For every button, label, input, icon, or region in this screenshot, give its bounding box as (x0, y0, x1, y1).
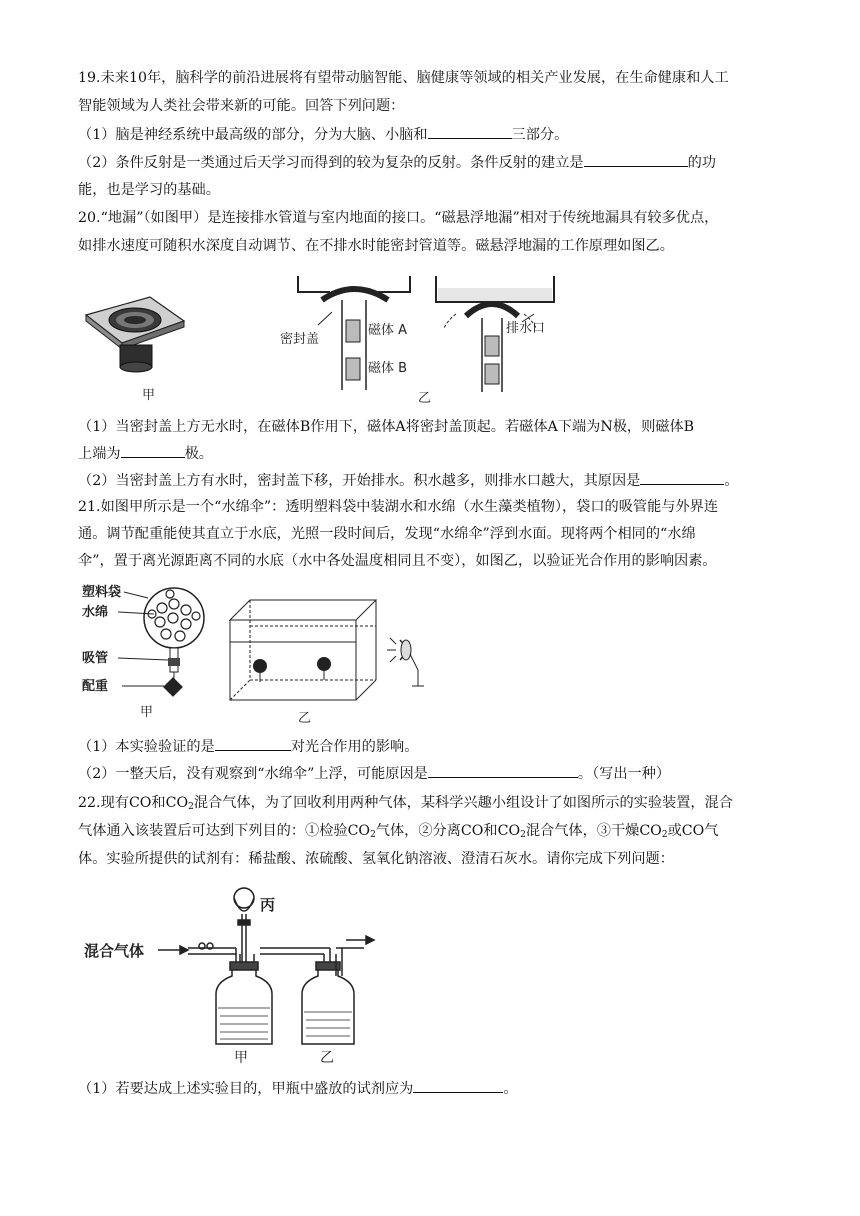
answer-blank[interactable] (640, 470, 724, 485)
subscript-2: 2 (661, 830, 668, 840)
label-bottle-jia: 甲 (234, 1050, 248, 1066)
q21-part2 (78, 763, 670, 784)
label-seal-cover: 密封盖 (280, 332, 320, 347)
q21-part1-text: （1）本实验验证的是 (78, 739, 215, 755)
answer-blank[interactable] (413, 1078, 503, 1093)
label-mixed-gas: 混合气体 (84, 942, 145, 960)
q22-stem-line1 (78, 793, 733, 817)
q22-part1 (78, 1078, 518, 1099)
q20-stem-line2: 如排水速度可随积水深度自动调节、在不排水时能密封管道等。磁悬浮地漏的工作原理如图乙。 (78, 238, 674, 254)
q22-stem-text: 或CO气 (667, 823, 719, 839)
q22-part1-text: （1）若要达成上述实验目的，甲瓶中盛放的试剂应为 (78, 1081, 414, 1097)
answer-blank[interactable] (121, 443, 185, 458)
subscript-2: 2 (188, 802, 194, 812)
label-counterweight: 配重 (82, 679, 109, 694)
q20-part1-line2 (78, 443, 213, 464)
q19-stem-line2: 智能领域为人类社会带来新的可能。回答下列问题： (78, 98, 405, 114)
gas-apparatus-diagram (84, 876, 394, 1066)
q22-stem-line3: 体。实验所提供的试剂有：稀盐酸、浓硫酸、氢氧化钠溶液、澄清石灰水。请你完成下列问题： (78, 851, 674, 867)
q21-stem-line1: 21.如图甲所示是一个“水绵伞”：透明塑料袋中装湖水和水绵（水生藻类植物），袋口的吸管能与外界连 (78, 499, 719, 515)
subscript-2: 2 (520, 830, 526, 840)
q20-part2 (78, 470, 739, 491)
label-drain-outlet: 排水口 (506, 321, 546, 336)
q21-stem-line3: 伞”，置于离光源距离不同的水底（水中各处温度相同且不变），如图乙，以验证光合作用的影响因素。 (78, 553, 717, 569)
label-bottle-yi: 乙 (320, 1050, 334, 1066)
q22-stem-text: 混合气体，③干燥CO (525, 823, 662, 839)
figure-label-yi: 乙 (298, 711, 312, 726)
q20-part1-text: 上端为 (78, 446, 121, 462)
q22-stem-text: 22.现有CO和CO (78, 795, 189, 811)
figure-label-yi: 乙 (418, 391, 432, 406)
q22-part1-tail: 。 (503, 1081, 518, 1097)
q20-part2-text: （2）当密封盖上方有水时，密封盖下移，开始排水。积水越多，则排水口越大，其原因是 (78, 473, 641, 489)
q20-part2-tail: 。 (724, 473, 739, 489)
label-funnel-bing: 丙 (260, 896, 276, 914)
label-straw: 吸管 (82, 651, 109, 666)
answer-blank[interactable] (428, 763, 578, 778)
q19-part1 (78, 124, 568, 145)
water-tank-lamp-figure (228, 598, 458, 728)
q21-part2-text: （2）一整天后，没有观察到“水绵伞”上浮，可能原因是 (78, 766, 428, 782)
subscript-2: 2 (370, 830, 376, 840)
figure-label-jia: 甲 (140, 705, 154, 720)
q21-part1-tail: 对光合作用的影响。 (290, 739, 419, 755)
q22-stem-text: 混合气体，为了回收利用两种气体，某科学兴趣小组设计了如图所示的实验装置，混合 (193, 795, 733, 811)
answer-blank[interactable] (428, 124, 512, 139)
figure-label-jia: 甲 (142, 388, 156, 403)
q19-stem-line1: 19.未来10年，脑科学的前沿进展将有望带动脑智能、脑健康等领域的相关产业发展，在生命健康和人工 (78, 70, 729, 86)
q19-part2-cont: 能，也是学习的基础。 (78, 182, 220, 198)
answer-blank[interactable] (215, 736, 291, 751)
alga-umbrella-figure (82, 582, 222, 722)
q21-stem-line2: 通。调节配重能使其直立于水底，光照一段时间后，发现“水绵伞”浮到水面。现将两个相同的“水绵 (78, 526, 696, 542)
q22-stem-text: 气体通入该装置后可达到下列目的：①检验CO (78, 823, 371, 839)
q19-part1-text: （1）脑是神经系统中最高级的部分，分为大脑、小脑和 (78, 127, 428, 143)
answer-blank[interactable] (584, 152, 688, 167)
q20-part1-line1: （1）当密封盖上方无水时，在磁体B作用下，磁体A将密封盖顶起。若磁体A下端为N极，则磁体B (78, 419, 695, 435)
q20-stem-line1: 20.“地漏”（如图甲）是连接排水管道与室内地面的接口。“磁悬浮地漏”相对于传统地漏具有较多优点， (78, 210, 719, 226)
label-plastic-bag: 塑料袋 (82, 585, 122, 600)
q21-part1 (78, 736, 418, 757)
label-water-alga: 水绵 (82, 605, 109, 620)
q19-part2-text: （2）条件反射是一类通过后天学习而得到的较为复杂的反射。条件反射的建立是 (78, 155, 584, 171)
q22-stem-line2 (78, 821, 718, 845)
floor-drain-figure (80, 285, 190, 405)
q19-part2 (78, 152, 716, 173)
label-magnet-a: 磁体 A (368, 323, 408, 338)
maglev-drain-diagram (270, 270, 570, 410)
q19-part2-tail: 的功 (687, 155, 716, 171)
q21-part2-tail: 。（写出一种） (577, 766, 671, 782)
q22-stem-text: 气体，②分离CO和CO (375, 823, 521, 839)
q19-part1-tail: 三部分。 (511, 127, 569, 143)
q20-part1-tail: 极。 (184, 446, 213, 462)
label-magnet-b: 磁体 B (368, 361, 408, 376)
